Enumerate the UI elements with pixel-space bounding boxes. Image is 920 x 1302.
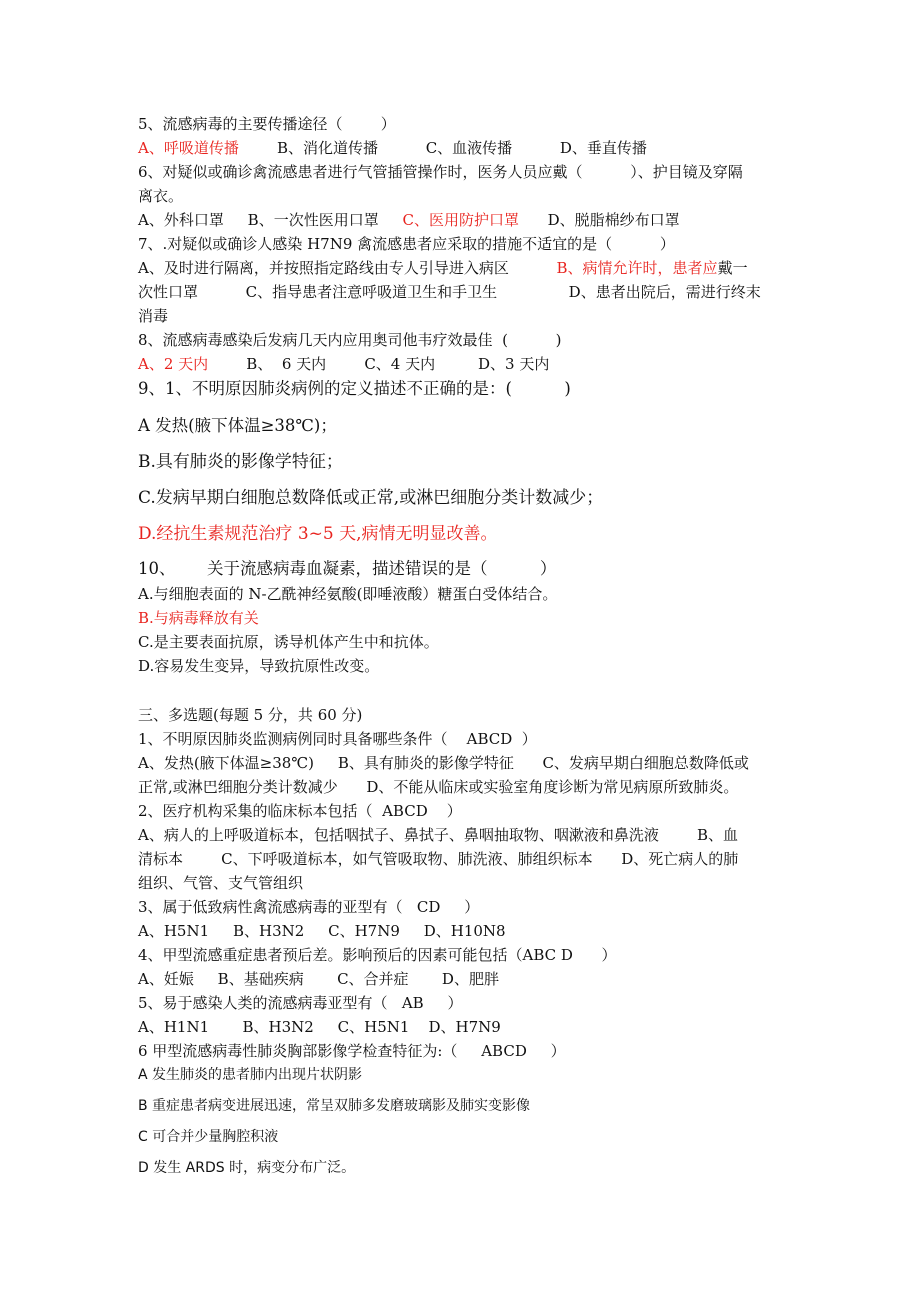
correct-answer: A、2 天内 (138, 355, 209, 373)
question-6-options: A、外科口罩 B、一次性医用口罩 C、医用防护口罩 D、脱脂棉纱布口罩 (138, 211, 680, 229)
correct-answer: C、医用防护口罩 (402, 211, 520, 229)
mc-question-6-option-b: B 重症患者病变进展迅速，常呈双肺多发磨玻璃影及肺实变影像 (138, 1098, 531, 1114)
mc-question-5-options: A、H1N1 B、H3N2 C、H5N1 D、H7N9 (138, 1018, 501, 1036)
mc-question-4: 4、甲型流感重症患者预后差。影响预后的因素可能包括（ABC D ） (138, 946, 617, 964)
question-6: 6、对疑似或确诊禽流感患者进行气管插管操作时，医务人员应戴（ ）、护目镜及穿隔 (138, 163, 743, 181)
question-7-options: A、及时进行隔离，并按照指定路线由专人引导进入病区 B、病情允许时，患者应戴一 (138, 259, 748, 277)
question-10-option-d: D.容易发生变异，导致抗原性改变。 (138, 657, 380, 675)
question-7-options-cont: 次性口罩 C、指导患者注意呼吸道卫生和手卫生 D、患者出院后，需进行终末 (138, 283, 761, 301)
question-8-options: A、2 天内 B、 6 天内 C、4 天内 D、3 天内 (138, 355, 550, 373)
question-8: 8、流感病毒感染后发病几天内应用奥司他韦疗效最佳 ( ) (138, 331, 562, 349)
mc-question-2-options-cont: 清标本 C、下呼吸道标本，如气管吸取物、肺洗液、肺组织标本 D、死亡病人的肺 (138, 850, 739, 868)
mc-question-4-options: A、妊娠 B、基础疾病 C、合并症 D、肥胖 (138, 970, 499, 988)
mc-question-1-options: A、发热(腋下体温≥38℃) B、具有肺炎的影像学特征 C、发病早期白细胞总数降低或 (138, 754, 749, 772)
section-heading: 三、多选题(每题 5 分，共 60 分) (138, 706, 363, 724)
mc-question-1: 1、不明原因肺炎监测病例同时具备哪些条件（ ABCD ） (138, 730, 537, 748)
question-6-cont: 离衣。 (138, 187, 184, 205)
question-9-option-d-correct: D.经抗生素规范治疗 3~5 天,病情无明显改善。 (138, 524, 498, 544)
question-9: 9、1、不明原因肺炎病例的定义描述不正确的是：( ) (138, 379, 571, 398)
mc-question-2-options-end: 组织、气管、支气管组织 (138, 874, 304, 892)
mc-question-6-option-d: D 发生 ARDS 时，病变分布广泛。 (138, 1160, 356, 1176)
question-9-option-a: A 发热(腋下体温≥38℃)； (138, 416, 337, 435)
mc-question-6-option-a: A 发生肺炎的患者肺内出现片状阴影 (138, 1067, 363, 1083)
mc-question-1-options-cont: 正常,或淋巴细胞分类计数减少 D、不能从临床或实验室角度诊断为常见病原所致肺炎。 (138, 778, 739, 796)
mc-question-5: 5、易于感染人类的流感病毒亚型有（ AB ） (138, 994, 463, 1012)
question-10-option-c: C.是主要表面抗原，诱导机体产生中和抗体。 (138, 633, 439, 651)
mc-question-2-options: A、病人的上呼吸道标本，包括咽拭子、鼻拭子、鼻咽抽取物、咽漱液和鼻洗液 B、血 (138, 826, 739, 844)
mc-question-2: 2、医疗机构采集的临床标本包括（ ABCD ） (138, 802, 462, 820)
mc-question-3-options: A、H5N1 B、H3N2 C、H7N9 D、H10N8 (138, 922, 506, 940)
question-9-option-b: B.具有肺炎的影像学特征； (138, 452, 343, 472)
question-10: 10、 关于流感病毒血凝素，描述错误的是（ ） (138, 559, 557, 578)
mc-question-6-option-c: C 可合并少量胸腔积液 (138, 1129, 279, 1145)
question-5-options: A、呼吸道传播 B、消化道传播 C、血液传播 D、垂直传播 (138, 139, 647, 157)
correct-answer: B、病情允许时，患者应 (556, 259, 718, 277)
question-5: 5、流感病毒的主要传播途径（ ） (138, 115, 396, 133)
question-9-option-c: C.发病早期白细胞总数降低或正常,或淋巴细胞分类计数减少； (138, 488, 604, 508)
question-7-options-end: 消毒 (138, 307, 169, 325)
question-10-option-b-correct: B.与病毒释放有关 (138, 609, 259, 627)
mc-question-6: 6 甲型流感病毒性肺炎胸部影像学检查特征为:（ ABCD ） (138, 1042, 566, 1060)
question-7: 7、.对疑似或确诊人感染 H7N9 禽流感患者应采取的措施不适宜的是（ ） (138, 235, 675, 253)
question-10-option-a: A.与细胞表面的 N-乙酰神经氨酸(即唾液酸）糖蛋白受体结合。 (138, 585, 558, 603)
mc-question-3: 3、属于低致病性禽流感病毒的亚型有（ CD ） (138, 898, 480, 916)
correct-answer: A、呼吸道传播 (138, 139, 239, 157)
